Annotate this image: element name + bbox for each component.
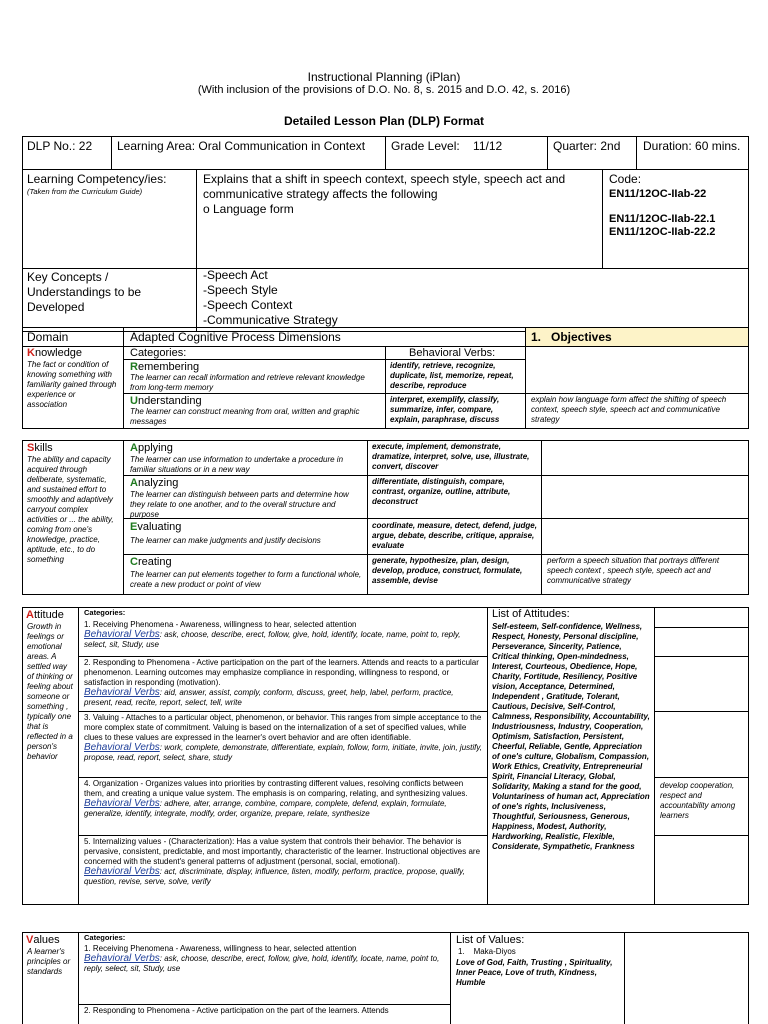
- adapted-header: Adapted Cognitive Process Dimensions: [130, 330, 341, 344]
- duration: Duration: 60 mins.: [643, 139, 741, 153]
- creating-label: Creating: [130, 556, 172, 568]
- code-1: EN11/12OC-IIab-22: [609, 188, 707, 200]
- analyzing-verbs: differentiate, distinguish, compare, contrast, organize, outline, attribute, deconstruct: [372, 477, 511, 506]
- analyzing-label: Analyzing: [130, 477, 179, 489]
- learning-area: Learning Area: Oral Communication in Context: [117, 139, 366, 153]
- applying-desc: The learner can use information to undertake a procedure in familiar situations or in a new way: [130, 455, 344, 474]
- competency-sub: (Taken from the Curriculum Guide): [27, 187, 143, 196]
- categories-header: Categories:: [130, 347, 187, 359]
- attitude-category-3: 3. Valuing - Attaches to a particular object, phenomenon, or behavior. This ranges from simple acceptance to the more complex state of commitment. Valuing is based on the internalization of a set of specified values, while clues to these values are expressed in the learner's overt behavior and are often identifiable. Behavioral Verbs: work, complete, demonstrate, differentiate, explain, follow, form, initiate, invite, join, justify, propose, read, report, select, share, study: [84, 713, 482, 762]
- values-list-item: 1. Maka-Diyos: [458, 947, 516, 956]
- dlp-number: DLP No.: 22: [27, 139, 93, 153]
- remembering-verbs: identify, retrieve, recognize, duplicate, list, memorize, repeat, describe, reproduce: [390, 361, 514, 390]
- code-label: Code:: [609, 172, 642, 186]
- values-categories: Categories:: [84, 933, 126, 942]
- skills-label: Skills: [27, 442, 53, 454]
- skills-desc: The ability and capacity acquired through deliberate, systematic, and sustained effort to smoothly and adaptively carryout complex activities or ... the ability, coming from one's knowledge, practice, aptitude, etc., to do something: [27, 455, 114, 564]
- attitudes-list: Self-esteem, Self-confidence, Wellness, Respect, Honesty, Personal discipline, Perseverance, Sincerity, Patience, Critical thinking, Open-mindedness, Interest, Courteous, Obedience, Hope, Charity, Fortitude, Resiliency, Positive vision, Acceptance, Determined, Independent , Gratitude, Tolerant, Cautious, Decisive, Self-Control, Calmness, Responsibility, Accountability, Industriousness, Industry, Cooperation, Optimism, Satisfaction, Persistent, Cheerful, Reliable, Gentle, Appreciation of one's culture, Globalism, Compassion, Work Ethics, Creativity, Entrepreneurial Spirit, Financial Literacy, Global, Solidarity, Making a stand for the good, Voluntariness of human act, Appreciation of one's rights, Inclusiveness, Thoughtful, Seriousness, Generous, Happiness, Modest, Authority, Hardworking, Realistic, Flexible, Considerate, Sympathetic, Frankness: [492, 622, 650, 851]
- objectives-header: 1. Objectives: [531, 330, 612, 344]
- knowledge-desc: The fact or condition of knowing something with familiarity gained through experience or association: [27, 360, 117, 409]
- remembering-desc: The learner can recall information and retrieve relevant knowledge from long-term memory: [130, 373, 365, 392]
- understanding-verbs: interpret, exemplify, classify, summarize, infer, compare, explain, paraphrase, discuss: [390, 395, 500, 424]
- evaluating-desc: The learner can make judgments and justify decisions: [130, 536, 321, 545]
- attitude-category-2: 2. Responding to Phenomena - Active participation on the part of the learners. Attends and reacts to a particular phenomenon. Learning outcomes may emphasize compliance in responding, willingness to respond, or satisfaction in responding (motivation). Behavioral Verbs: aid, answer, assist, comply, conform, discuss, greet, help, label, perform, practice, present, read, recite, report, select, tell, write: [84, 658, 479, 707]
- applying-verbs: execute, implement, demonstrate, dramatize, interpret, solve, use, illustrate, convert, discover: [372, 442, 530, 471]
- attitude-desc: Growth in feelings or emotional areas. A settled way of thinking or feeling about someone or something , typically one that is reflected in a person's behavior: [27, 622, 73, 761]
- key-concept-item: -Communicative Strategy: [203, 313, 338, 327]
- key-concepts-list: [203, 268, 338, 328]
- analyzing-desc: The learner can distinguish between parts and determine how they relate to one another, and to the overall structure and purpose: [130, 490, 349, 519]
- values-category-2: 2. Responding to Phenomena - Active participation on the part of the learners. Attends: [84, 1006, 389, 1015]
- competency-label: Learning Competency/ies:: [27, 172, 167, 186]
- attitude-categories: Categories:: [84, 608, 126, 617]
- applying-label: Applying: [130, 442, 173, 454]
- attitude-label: Attitude: [26, 609, 64, 621]
- values-category-1: 1. Receiving Phenomena - Awareness, willingness to hear, selected attention Behavioral Verbs: ask, choose, describe, erect, follow, give, hold, identify, locate, name, point to, reply, select, sit, Study, use: [84, 944, 440, 973]
- attitude-category-4: 4. Organization - Organizes values into priorities by contrasting different values, resolving conflicts between them, and creating a unique value system. The emphasis is on comparing, relating, and synthesizing values. Behavioral Verbs: adhere, alter, arrange, combine, compare, complete, defend, explain, formulate, generalize, identify, integrate, modify, order, organize, prepare, relate, synthesize: [84, 779, 468, 818]
- page-title: Instructional Planning (iPlan): [307, 70, 461, 84]
- understanding-objective: explain how language form affect the shifting of speech context, speech style, speech act and communicative strategy: [531, 395, 727, 424]
- grade-level: Grade Level: 11/12: [391, 139, 503, 153]
- domain-header: Domain: [27, 330, 69, 344]
- remembering-label: Remembering: [130, 361, 200, 373]
- creating-desc: The learner can put elements together to form a functional whole, create a new product or point of view: [130, 570, 362, 589]
- quarter: Quarter: 2nd: [553, 139, 621, 153]
- attitudes-list-title: List of Attitudes:: [492, 608, 570, 620]
- behavioral-verbs-header: Behavioral Verbs:: [409, 347, 496, 359]
- format-title: Detailed Lesson Plan (DLP) Format: [283, 114, 485, 128]
- page-subtitle: (With inclusion of the provisions of D.O. No. 8, s. 2015 and D.O. 42, s. 2016): [197, 84, 571, 96]
- attitude-objective: develop cooperation, respect and accountability among learners: [660, 781, 736, 820]
- evaluating-label: Evaluating: [130, 521, 182, 533]
- understanding-desc: The learner can construct meaning from oral, written and graphic messages: [130, 407, 360, 426]
- evaluating-verbs: coordinate, measure, detect, defend, judge, argue, debate, describe, critique, appraise, evaluate: [372, 521, 537, 550]
- creating-verbs: generate, hypothesize, plan, design, develop, produce, construct, formulate, assemble, devise: [372, 556, 523, 585]
- values-list-title: List of Values:: [456, 934, 525, 946]
- key-concept-item: -Speech Act: [203, 268, 268, 282]
- understanding-label: Understanding: [130, 395, 202, 407]
- values-list: Love of God, Faith, Trusting , Spirituality, Inner Peace, Love of truth, Kindness, Humble: [456, 958, 613, 987]
- key-concept-item: -Speech Context: [203, 298, 293, 312]
- code-3: EN11/12OC-IIab-22.2: [609, 226, 716, 238]
- attitude-category-5: 5. Internalizing values - (Characterization): Has a value system that controls their behavior. The behavior is pervasive, consistent, predictable, and most importantly, characteristic of the learner. Instructional objectives are concerned with the student's general patterns of adjustment (personal, social, emotional). Behavioral Verbs: act, discriminate, display, influence, listen, modify, perform, practice, propose, qualify, question, revise, serve, solve, verify: [84, 837, 481, 886]
- values-desc: A learner's principles or standards: [27, 947, 71, 976]
- code-2: EN11/12OC-IIab-22.1: [609, 213, 716, 225]
- key-concept-item: -Speech Style: [203, 283, 278, 297]
- values-label: Values: [26, 934, 60, 946]
- knowledge-label: Knowledge: [27, 347, 83, 359]
- creating-objective: perform a speech situation that portrays different speech context , speech style, speech act and communicative strategy: [547, 556, 720, 585]
- key-concepts-label: Key Concepts / Understandings to be Developed: [27, 270, 142, 314]
- competency-text: Explains that a shift in speech context, speech style, speech act and communicative strategy affects the following o Language form: [203, 172, 566, 216]
- attitude-category-1: 1. Receiving Phenomena - Awareness, willingness to hear, selected attention Behavioral Verbs: ask, choose, describe, erect, follow, give, hold, identify, locate, name, point to, reply, select, sit, Study, use: [84, 620, 461, 649]
